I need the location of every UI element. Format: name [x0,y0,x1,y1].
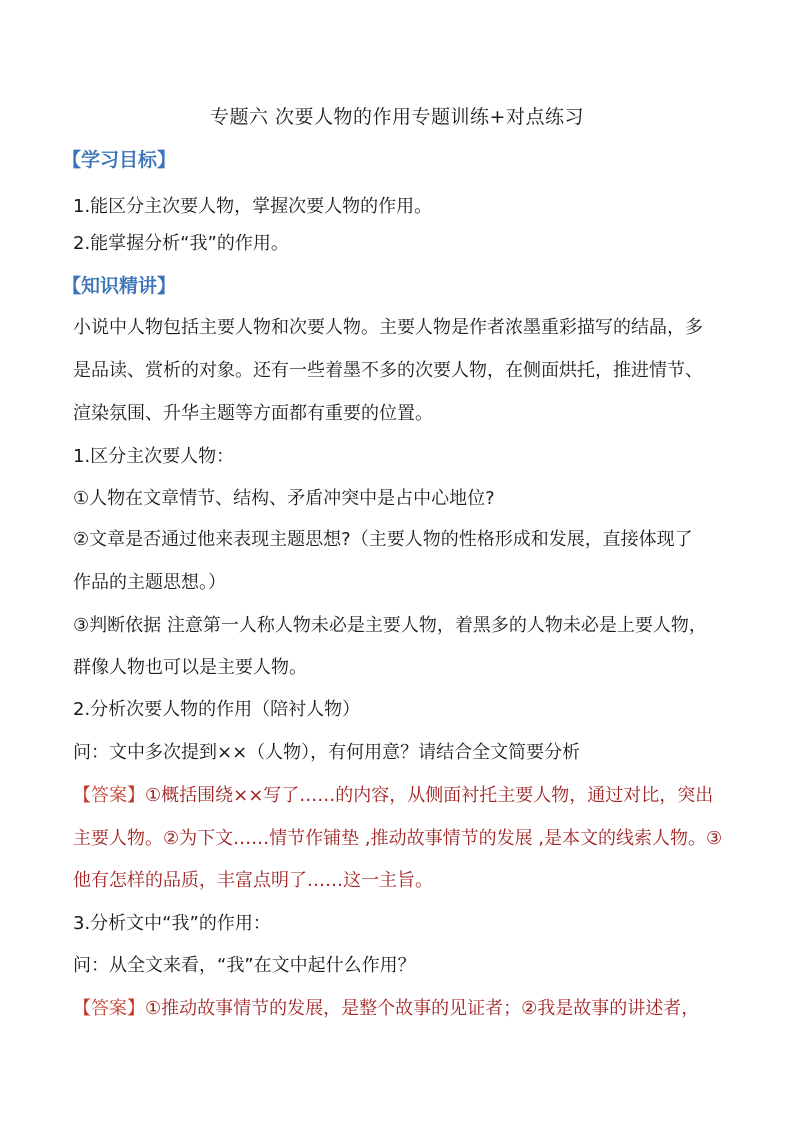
part3-question: 问：从全文来看，“我”在文中起什么作用？ [73,955,416,976]
answer-text: ①推动故事情节的发展，是整个故事的见证者；②我是故事的讲述者， [145,998,700,1019]
part2-answer-line-2: 主要人物。②为下文……情节作铺垫 ,推动故事情节的发展 ,是本文的线索人物。③ [73,828,723,849]
answer-text: ①概括围绕××写了……的内容，从侧面衬托主要人物，通过对比，突出 [145,785,714,806]
part3-heading: 3.分析文中“我”的作用： [73,913,271,934]
part2-answer-line-1 [73,782,753,810]
answer-label: 【答案】 [73,785,145,806]
part3-answer-line-1 [73,995,753,1023]
part1-item-3: ③判断依据 注意第一人称人物未必是主要人物，着黑多的人物未必是上要人物， [73,615,707,636]
intro-line-1: 小说中人物包括主要人物和次要人物。主要人物是作者浓墨重彩描写的结晶，多 [73,317,703,338]
goal-line-1: 1.能区分主次要人物，掌握次要人物的作用。 [73,196,433,217]
part2-answer-line-3: 他有怎样的品质，丰富点明了……这一主旨。 [73,870,433,891]
part1-item-3-cont: 群像人物也可以是主要人物。 [73,657,307,678]
part2-heading: 2.分析次要人物的作用（陪衬人物） [73,699,361,720]
answer-label: 【答案】 [73,998,145,1019]
part1-item-2: ②文章是否通过他来表现主题思想?（主要人物的性格形成和发展，直接体现了 [73,529,693,550]
part1-item-2-cont: 作品的主题思想。） [73,572,226,593]
part1-heading: 1.区分主次要人物： [73,446,235,467]
part1-item-1: ①人物在文章情节、结构、矛盾冲突中是占中心地位? [73,488,495,509]
knowledge-heading: 【知识精讲】 [62,275,177,297]
part2-question: 问：文中多次提到××（人物），有何用意？请结合全文简要分析 [73,742,581,763]
learning-goals-heading: 【学习目标】 [62,149,177,171]
intro-line-3: 渲染氛围、升华主题等方面都有重要的位置。 [73,403,433,424]
page-title: 专题六 次要人物的作用专题训练+对点练习 [210,106,584,128]
intro-line-2: 是品读、赏析的对象。还有一些着墨不多的次要人物，在侧面烘托，推进情节、 [73,360,703,381]
goal-line-2: 2.能掌握分析“我”的作用。 [73,233,289,254]
